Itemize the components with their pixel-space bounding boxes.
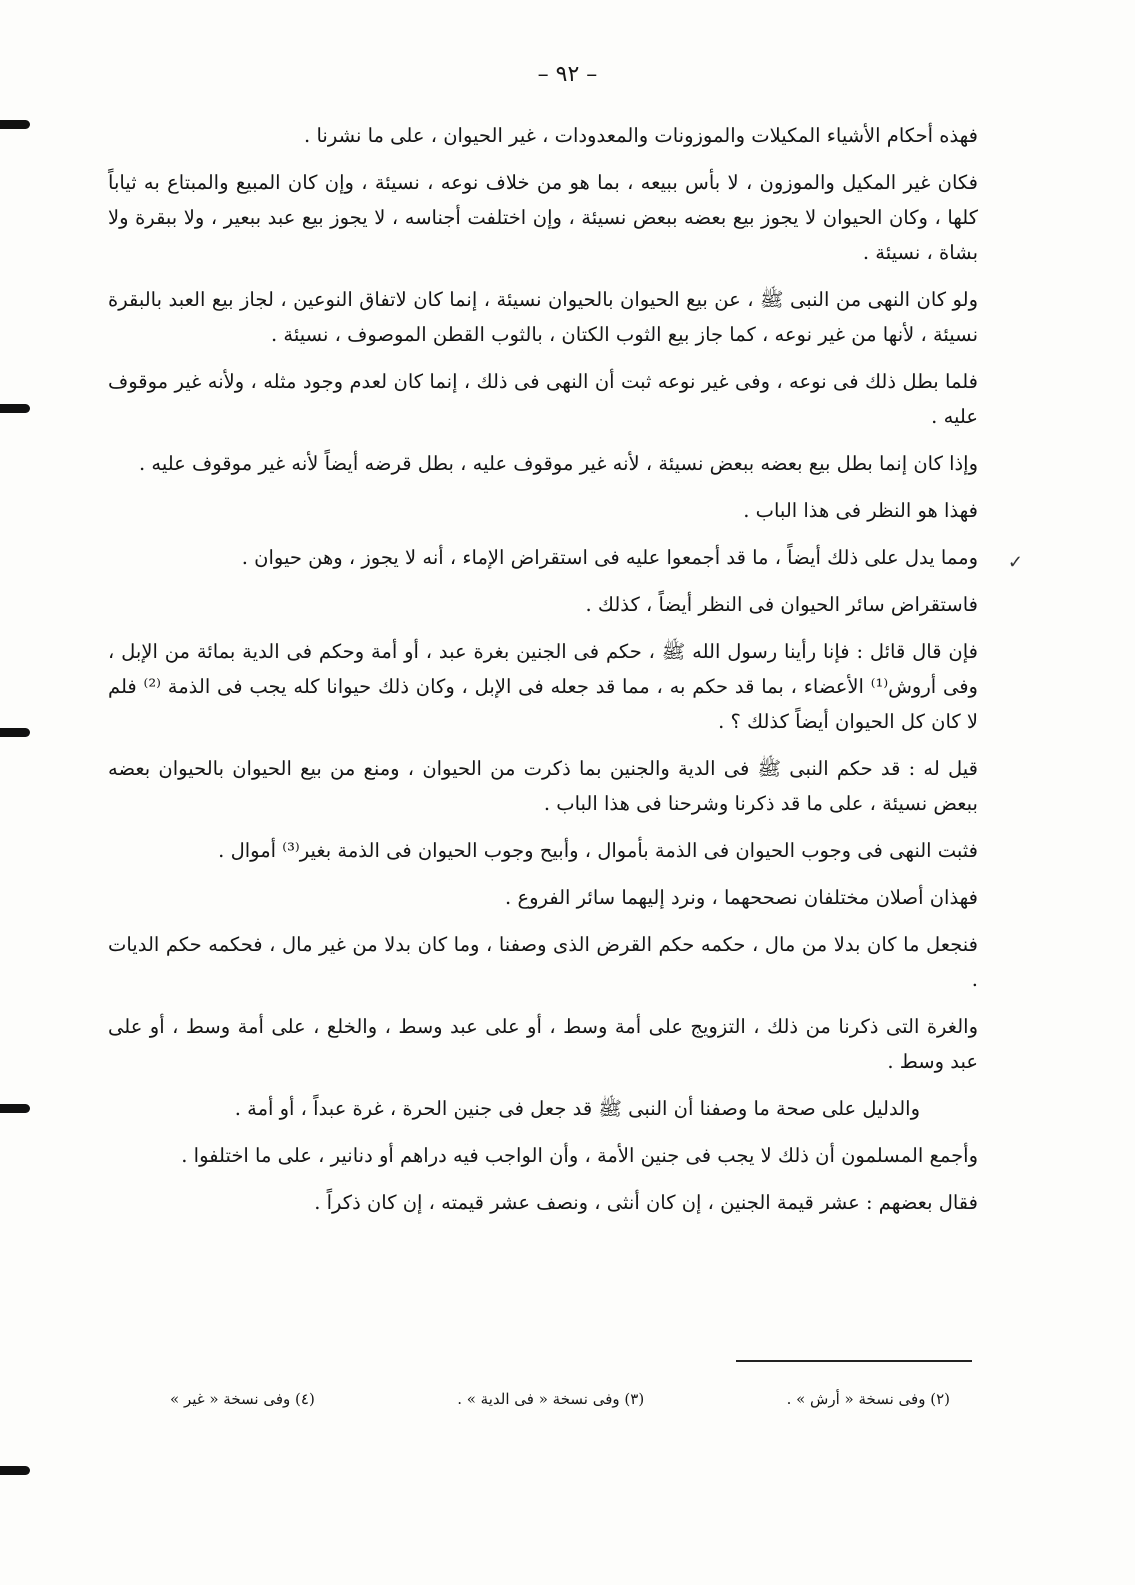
footnote: (٤) وفى نسخة « غير »: [170, 1390, 315, 1408]
paragraph: والغرة التى ذكرنا من ذلك ، التزويج على أمة وسط ، أو على عبد وسط ، والخلع ، على أمة وسط ، أو على عبد وسط .: [108, 1015, 978, 1073]
paragraph: ولو كان النهى من النبى ﷺ ، عن بيع الحيوان بالحيوان نسيئة ، إنما كان لاتفاق النوعين ، لجاز بيع العبد بالبقرة نسيئة ، لأنها من غير نوعه ، كما جاز بيع الثوب الكتان ، بالثوب القطن الموصوف ، نسيئة .: [108, 288, 978, 346]
paragraph: قيل له : قد حكم النبى ﷺ فى الدية والجنين بما ذكرت من الحيوان ، ومنع من بيع الحيوان بالحيوان بعضه ببعض نسيئة ، على ما قد ذكرنا وشرحنا فى هذا الباب .: [108, 757, 978, 815]
paragraph: وأجمع المسلمون أن ذلك لا يجب فى جنين الأمة ، وأن الواجب فيه دراهم أو دنانير ، على ما اختلفوا .: [181, 1144, 978, 1167]
footnote: (٣) وفى نسخة « فى الدية » .: [457, 1390, 645, 1408]
paragraph: فهذه أحكام الأشياء المكيلات والموزونات والمعدودات ، غير الحيوان ، على ما نشرنا .: [304, 124, 978, 147]
paragraph: فلما بطل ذلك فى نوعه ، وفى غير نوعه ثبت أن النهى فى ذلك ، إنما كان لعدم وجود مثله ، ولأنه غير موقوف عليه .: [108, 370, 978, 428]
binding-mark: [0, 728, 30, 737]
paragraph: فهذا هو النظر فى هذا الباب .: [743, 499, 978, 522]
paragraph-with-margin-note: [108, 540, 1028, 575]
paragraph: فإن قال قائل : فإنا رأينا رسول الله ﷺ ، حكم فى الجنين بغرة عبد ، أو أمة وحكم فى الدية بمائة من الإبل ، وفى أروش⁽¹⁾ الأعضاء ، بما قد حكم به ، مما قد جعله فى الإبل ، وكان ذلك حيوانا كله يجب فى الذمة ⁽²⁾ فلم لا كان كل الحيوان أيضاً كذلك ؟ .: [108, 640, 978, 733]
page-number: – ٩٢ –: [537, 62, 598, 87]
paragraph: فثبت النهى فى وجوب الحيوان فى الذمة بأموال ، وأبيح وجوب الحيوان فى الذمة بغير⁽³⁾ أموال .: [218, 839, 978, 862]
paragraph: فكان غير المكيل والموزون ، لا بأس ببيعه ، بما هو من خلاف نوعه ، نسيئة ، وإن كان المبيع والمبتاع به ثياباً كلها ، وكان الحيوان لا يجوز بيع بعضه ببعض نسيئة ، وإن اختلفت أجناسه ، لا يجوز بيع عبد ببعير ، ولا ببقرة ولا بشاة ، نسيئة .: [108, 171, 978, 264]
binding-mark: [0, 1466, 30, 1475]
footnote-divider: [736, 1360, 972, 1362]
paragraph: وإذا كان إنما بطل بيع بعضه ببعض نسيئة ، لأنه غير موقوف عليه ، بطل قرضه أيضاً لأنه غير موقوف عليه .: [138, 452, 978, 475]
binding-mark: [0, 404, 30, 413]
margin-checkmark: ✓: [1007, 552, 1023, 573]
footnotes: [170, 1390, 950, 1408]
paragraph: فقال بعضهم : عشر قيمة الجنين ، إن كان أنثى ، ونصف عشر قيمته ، إن كان ذكراً .: [314, 1191, 978, 1214]
paragraph: والدليل على صحة ما وصفنا أن النبى ﷺ قد جعل فى جنين الحرة ، غرة عبداً ، أو أمة .: [234, 1097, 920, 1120]
paragraph: فهذان أصلان مختلفان نصححهما ، ونرد إليهما سائر الفروع .: [505, 886, 978, 909]
paragraph: فنجعل ما كان بدلا من مال ، حكمه حكم القرض الذى وصفنا ، وما كان بدلا من غير مال ، فحكمه حكم الديات .: [108, 933, 978, 991]
footnote: (٢) وفى نسخة « أرش » .: [786, 1390, 950, 1408]
paragraph: ومما يدل على ذلك أيضاً ، ما قد أجمعوا عليه فى استقراض الإماء ، أنه لا يجوز ، وهن حيوان .: [241, 546, 978, 569]
binding-mark: [0, 1104, 30, 1113]
binding-mark: [0, 120, 30, 129]
main-text: [108, 118, 1028, 1232]
paragraph: فاستقراض سائر الحيوان فى النظر أيضاً ، كذلك .: [585, 593, 978, 616]
